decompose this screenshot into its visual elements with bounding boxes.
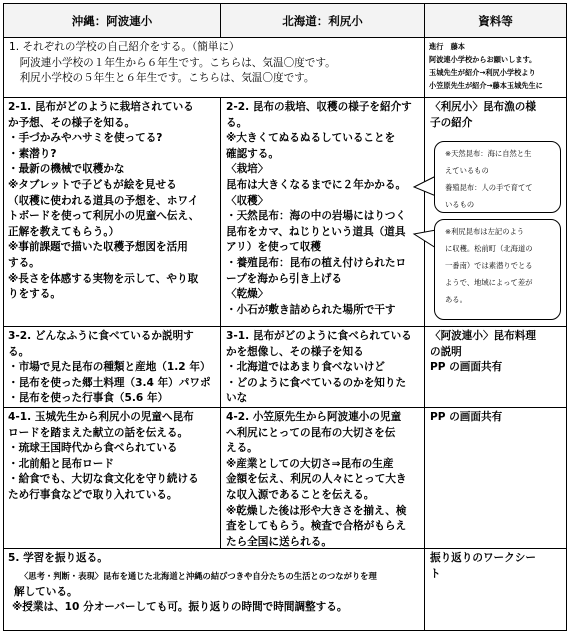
table-border-top [3, 3, 567, 4]
text-line: ・手づかみやハサミを使ってる? [8, 132, 163, 145]
row5-reflection-text [8, 551, 422, 629]
row4-okinawa-text [8, 410, 219, 547]
text-line: へ利尻にとっての昆布の大切さを伝 [226, 426, 396, 439]
text-line: ・北海道ではあまり食べないけど [226, 361, 385, 374]
text-line: 4-1. 玉城先生から利尻小の児童へ昆布 [8, 411, 194, 423]
header-hokkaido [221, 4, 424, 37]
row3-hokkaido-text [226, 329, 423, 406]
text-line: 1. それぞれの学校の自己紹介をする。（簡単に） [9, 41, 240, 53]
bubble-line: ある。 [445, 295, 467, 304]
header-okinawa-label: 沖縄：阿波連小 [71, 13, 153, 28]
text-line: 正解を教えてもらう。） [8, 225, 120, 238]
text-line: ※タブレットで子どもが絵を見せる [8, 178, 177, 191]
col-divider-1-body [220, 97, 221, 548]
row-divider-3 [3, 407, 567, 408]
text-line: PP の画面共有 [430, 361, 503, 374]
text-line: 確認する。 [226, 147, 279, 160]
text-line: る。 [8, 345, 30, 358]
text-line: ※長さを体感する実物を示して、やり取 [8, 272, 199, 285]
text-line: ※事前課題で描いた収穫予想図を活用 [8, 241, 188, 254]
text-line: 3-1. 昆布がどのように食べられている [226, 330, 412, 342]
row-divider-2 [3, 326, 567, 327]
text-line: な収入源であることを伝える。 [226, 488, 375, 501]
text-line: 解している。 [14, 585, 78, 598]
text-line: いな [226, 392, 248, 405]
text-line: 4-2. 小笠原先生から阿波連小の児童 [226, 411, 402, 423]
row2-okinawa-text [8, 100, 219, 325]
text-line: 阿波連小学校の１年生から６年生です。こちらは、気温〇度です。 [9, 56, 336, 69]
bubble-line: ※利尻昆布は左記のよう [445, 227, 525, 236]
bubble-line: 養殖昆布：人の手で育てて [445, 183, 533, 192]
text-line: か予想、その様子を知る。 [8, 116, 136, 129]
text-line: ロードを踏まえた献立の話を伝える。 [8, 426, 189, 439]
row-divider-header [3, 37, 567, 38]
text-line: ・昆布を使った行事食（5.6 年） [8, 392, 169, 405]
text-line: 〈利尻小〉昆布漁の様 [430, 101, 536, 113]
row2-hokkaido-text [226, 100, 423, 325]
text-line: ・どのように食べているのかを知りた [226, 376, 407, 389]
text-line: ・市場で見た昆布の種類と産地（1.2 年） [8, 361, 211, 374]
bubble-line: ようで、地域によって差が [445, 278, 533, 287]
text-line: ・素潜り? [8, 147, 57, 160]
text-line: ・琉球王国時代から食べられている [8, 442, 178, 455]
text-line: 2-2. 昆布の栽培、収穫の様子を紹介す [226, 101, 412, 113]
row2-materials-title [430, 100, 565, 136]
text-line: 昆布は大きくなるまでに２年かかる。 [226, 178, 407, 191]
text-line: 2-1. 昆布がどのように栽培されている [8, 101, 194, 113]
table-border-bottom [3, 630, 567, 631]
text-line: ・給食でも、大切な食文化を守り続ける [8, 473, 199, 486]
callout-seaweed-types [434, 141, 561, 213]
text-line: える。 [226, 442, 258, 455]
bubble-line: ※天然昆布：海に自然と生 [445, 149, 532, 158]
row-divider-1 [3, 97, 567, 98]
text-line: 3-2. どんなふうに食べているか説明す [8, 330, 194, 342]
col-divider-1-header [220, 3, 221, 37]
text-line: 〈乾燥〉 [226, 288, 269, 301]
text-line: たら全国に送られる。 [226, 535, 332, 547]
text-line: 〈思考・判断・表現〉昆布を通じた北海道と沖縄の結びつきや自分たちの生活とのつながりを理 [20, 570, 377, 581]
text-line: ・昆布を使った郷土料理（3.4 年）パワポ [8, 376, 211, 389]
text-line: ・養殖昆布：昆布の植え付けられたロ [226, 256, 407, 269]
row5-materials [430, 551, 565, 629]
bubble-line: えているもの [445, 166, 489, 175]
text-line: 〈栽培〉 [226, 163, 269, 176]
text-line: 〈阿波連小〉昆布料理 [430, 330, 536, 342]
row3-okinawa-text [8, 329, 219, 406]
materials-line: 阿波連小学校からお願いします。 [429, 55, 537, 64]
text-line: ため行事食などで取り入れている。 [8, 488, 178, 501]
materials-line: 進行 藤本 [429, 42, 465, 51]
text-line: ※大きくてぬるぬるしていることを [226, 132, 396, 145]
row1-intro-text [9, 40, 421, 96]
callout-rishiri-harvest [434, 219, 561, 320]
header-materials [425, 4, 566, 37]
text-line: PP の画面共有 [430, 411, 503, 423]
text-line: ・天然昆布：海の中の岩場にはりつく [226, 210, 407, 223]
text-line: （収穫に使われる道具の予想を、ホワイ [8, 194, 199, 207]
text-line: ・最新の機械で収穫かな [8, 163, 125, 176]
text-line: 5. 学習を振り返る。 [8, 552, 108, 564]
text-line: ・北前船と昆布ロード [8, 457, 114, 470]
col-divider-2 [424, 3, 425, 631]
text-line: 子の紹介 [430, 116, 473, 129]
text-line: する。 [8, 256, 40, 269]
materials-line: 小笠原先生が紹介→藤本玉城先生に [429, 81, 543, 90]
text-line: ・小石が敷き詰められた場所で干す [226, 303, 396, 316]
text-line: ープを海から引き上げる [226, 272, 343, 285]
text-line: 〈収穫〉 [226, 194, 269, 207]
header-hokkaido-label: 北海道：利尻小 [282, 13, 363, 28]
row3-materials [430, 329, 565, 406]
text-line: ト [430, 567, 441, 580]
text-line: りをする。 [8, 288, 61, 301]
header-okinawa [4, 4, 220, 37]
text-line: トボードを使って利尻小の児童へ伝え、 [8, 210, 200, 223]
text-line: アリ）を使って収穫 [226, 241, 321, 254]
text-line: ※乾燥した後は形や大きさを揃え、検 [226, 504, 407, 517]
text-line: 振り返りのワークシー [430, 552, 536, 564]
text-line: ※授業は、10 分オーバーしても可。振り返りの時間で時間調整する。 [12, 601, 348, 614]
row-divider-4 [3, 548, 567, 549]
text-line: る。 [226, 116, 248, 129]
text-line: 査をしてもらう。検査で合格がもらえ [226, 520, 407, 533]
text-line: かを想像し、その様子を知る [226, 345, 364, 358]
text-line: ※産業としての大切さ⇒昆布の生産 [226, 457, 394, 470]
materials-line: 玉城先生が紹介→利尻小学校より [429, 68, 536, 77]
bubble-line: いるもの [445, 200, 475, 209]
text-line: 昆布をカマ、ねじりという道具（道具 [226, 225, 406, 238]
text-line: の説明 [430, 345, 462, 358]
bubble-line: に収穫。松前町（北海道の [445, 244, 533, 253]
bubble-line: 一番南）では素潜りでとる [445, 261, 533, 270]
row4-materials [430, 410, 565, 547]
row4-hokkaido-text [226, 410, 423, 547]
text-line: 利尻小学校の５年生と６年生です。こちらは、気温〇度です。 [9, 72, 315, 85]
header-materials-label: 資料等 [478, 13, 513, 28]
text-line: 金額を伝え、利尻の人々にとって大き [226, 473, 407, 486]
row1-materials [429, 40, 565, 96]
